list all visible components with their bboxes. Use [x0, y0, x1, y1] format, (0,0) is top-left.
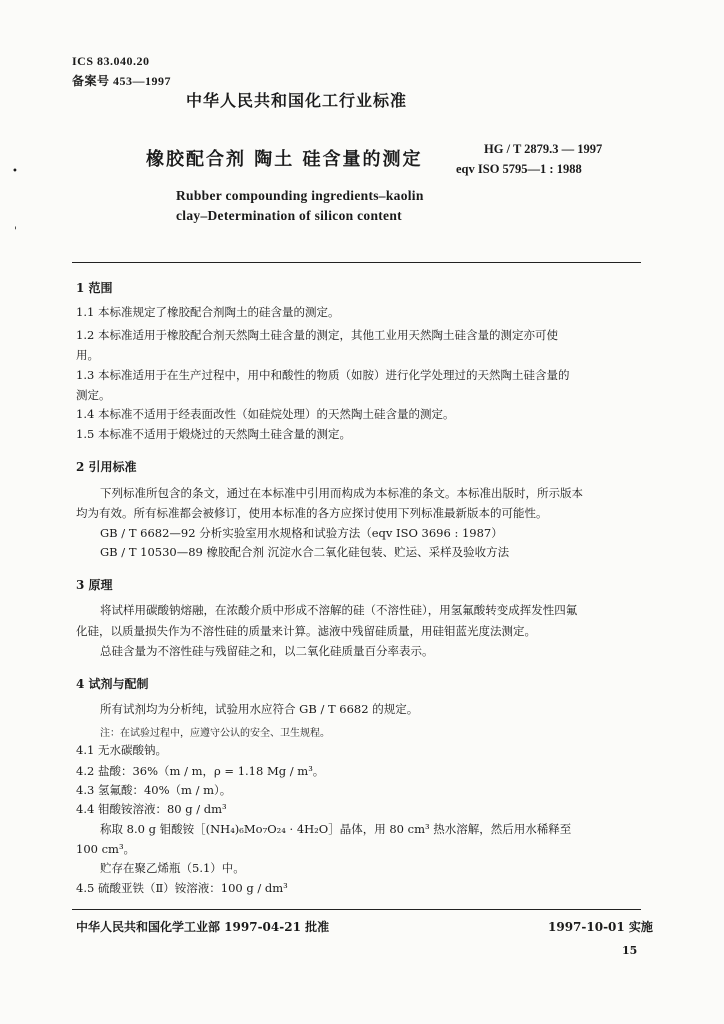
section-heading: 4 试剂与配制 [76, 677, 149, 691]
paragraph: 测定。 [76, 388, 111, 402]
paragraph: 1.5 本标准不适用于煅烧过的天然陶土硅含量的测定。 [76, 427, 351, 441]
english-title-line2: clay–Determination of silicon content [176, 208, 402, 223]
paragraph: 1.3 本标准适用于在生产过程中，用中和酸性的物质（如胺）进行化学处理过的天然陶土硅含量的 [76, 368, 570, 382]
paragraph: 用。 [76, 348, 99, 362]
paragraph: 将试样用碳酸钠熔融，在浓酸介质中形成不溶解的硅（不溶性硅），用氢氟酸转变成挥发性四氟 [100, 603, 578, 617]
paragraph: 贮存在聚乙烯瓶（5.1）中。 [100, 861, 245, 875]
equivalent-standard: eqv ISO 5795—1 : 1988 [456, 162, 582, 176]
footer-divider [72, 909, 641, 910]
paragraph: 下列标准所包含的条文，通过在本标准中引用而构成为本标准的条文。本标准出版时，所示版本 [100, 486, 583, 500]
margin-mark: • [12, 166, 18, 177]
document-title: 橡胶配合剂 陶土 硅含量的测定 [146, 149, 423, 170]
paragraph: 均为有效。所有标准都会被修订，使用本标准的各方应探讨使用下列标准最新版本的可能性。 [76, 506, 548, 520]
reference-item: GB / T 10530—89 橡胶配合剂 沉淀水合二氧化硅包装、贮运、采样及验收方法 [100, 545, 510, 559]
reagent-item: 4.4 钼酸铵溶液：80 g / dm³ [76, 802, 227, 816]
section-heading: 1 范围 [76, 281, 113, 295]
reagent-item: 4.3 氢氟酸：40%（m / m）。 [76, 783, 232, 797]
paragraph: 100 cm³。 [76, 842, 136, 856]
paragraph: 1.2 本标准适用于橡胶配合剂天然陶土硅含量的测定，其他工业用天然陶土硅含量的测定亦可使 [76, 328, 558, 342]
ics-code: ICS 83.040.20 [72, 54, 150, 68]
reagent-item: 4.2 盐酸：36%（m / m，ρ = 1.18 Mg / m³。 [76, 764, 325, 778]
section-heading: 3 原理 [76, 578, 113, 592]
reagent-item: 4.1 无水碳酸钠。 [76, 743, 167, 757]
note: 注：在试验过程中，应遵守公认的安全、卫生规程。 [100, 728, 330, 739]
implementation-date: 1997-10-01 实施 [548, 920, 653, 934]
margin-mark: ' [14, 226, 17, 237]
filing-number: 备案号 453—1997 [72, 74, 172, 88]
paragraph: 1.1 本标准规定了橡胶配合剂陶土的硅含量的测定。 [76, 305, 340, 319]
reagent-item: 4.5 硫酸亚铁（Ⅱ）铵溶液：100 g / dm³ [76, 881, 288, 895]
paragraph: 所有试剂均为分析纯，试验用水应符合 GB / T 6682 的规定。 [100, 702, 419, 716]
paragraph: 总硅含量为不溶性硅与残留硅之和，以二氧化硅质量百分率表示。 [100, 644, 434, 658]
reference-item: GB / T 6682—92 分析实验室用水规格和试验方法（eqv ISO 3696 : 1987） [100, 526, 503, 540]
header-divider [72, 262, 641, 263]
paragraph: 称取 8.0 g 钼酸铵［(NH₄)₆Mo₇O₂₄ · 4H₂O］晶体，用 80 cm³ 热水溶解，然后用水稀释至 [100, 822, 572, 836]
paragraph: 1.4 本标准不适用于经表面改性（如硅烷处理）的天然陶土硅含量的测定。 [76, 407, 455, 421]
english-title-line1: Rubber compounding ingredients–kaolin [176, 188, 424, 203]
ministry-standard-title: 中华人民共和国化工行业标准 [186, 91, 408, 110]
section-heading: 2 引用标准 [76, 460, 137, 474]
approval-line: 中华人民共和国化学工业部 1997-04-21 批准 [76, 920, 330, 934]
page-number: 15 [622, 944, 638, 957]
paragraph: 化硅，以质量损失作为不溶性硅的质量来计算。滤液中残留硅质量，用硅钼蓝光度法测定。 [76, 624, 536, 638]
standard-number: HG / T 2879.3 — 1997 [484, 142, 603, 156]
